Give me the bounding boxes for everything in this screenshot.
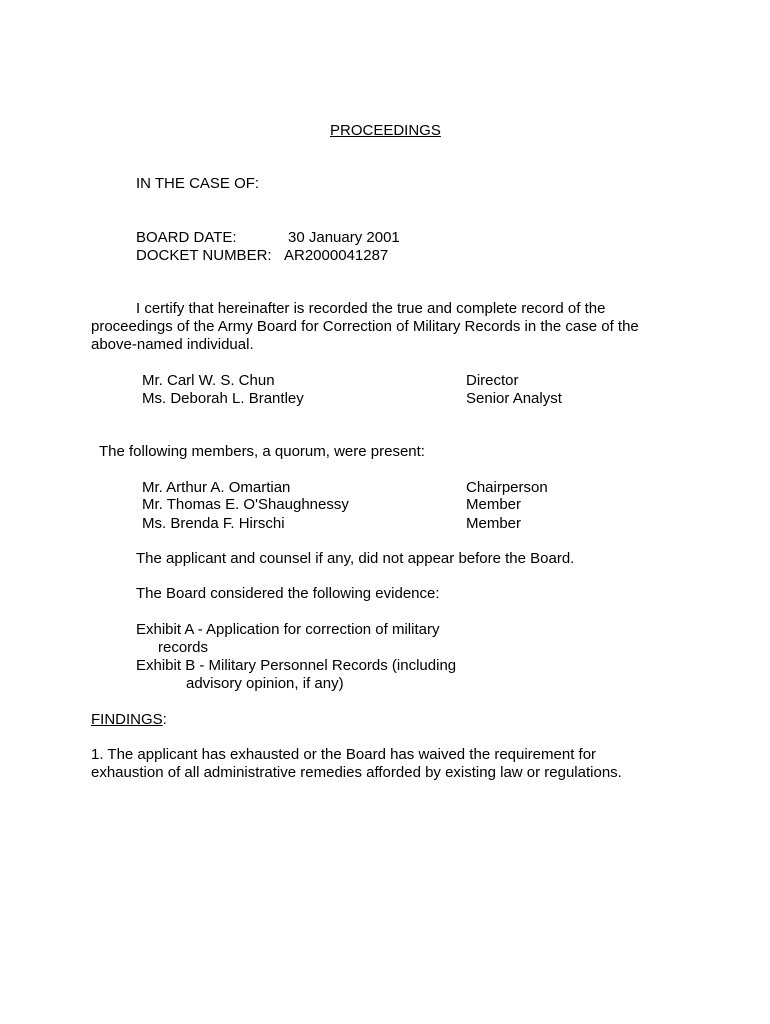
member-name: Mr. Thomas E. O'Shaughnessy bbox=[142, 496, 349, 513]
exhibit-a-continued: records bbox=[158, 639, 209, 656]
exhibit-a: Exhibit A - Application for correction of military bbox=[136, 621, 440, 638]
evidence-intro: The Board considered the following evidence: bbox=[136, 585, 440, 602]
board-date-label: BOARD DATE: bbox=[136, 229, 237, 246]
docket-number-label: DOCKET NUMBER: bbox=[136, 247, 272, 264]
exhibit-b: Exhibit B - Military Personnel Records (including bbox=[136, 657, 457, 674]
board-date-value: 30 January 2001 bbox=[288, 229, 400, 246]
docket-number-value: AR2000041287 bbox=[284, 247, 389, 264]
certification-paragraph: I certify that hereinafter is recorded the true and complete record of the proceedings of the Army Board for Correction of Military Records in the case of the above-named individual. bbox=[91, 300, 639, 353]
member-role: Member bbox=[466, 496, 522, 513]
appearance-statement: The applicant and counsel if any, did not appear before the Board. bbox=[136, 550, 575, 567]
findings-colon: : bbox=[162, 711, 167, 728]
staff-name: Ms. Deborah L. Brantley bbox=[142, 390, 304, 407]
quorum-statement: The following members, a quorum, were present: bbox=[99, 443, 425, 460]
staff-name: Mr. Carl W. S. Chun bbox=[142, 372, 275, 389]
staff-role: Senior Analyst bbox=[466, 390, 562, 407]
staff-role: Director bbox=[466, 372, 519, 389]
findings-label: FINDINGS bbox=[91, 711, 163, 728]
member-role: Member bbox=[466, 515, 522, 532]
member-name: Mr. Arthur A. Omartian bbox=[142, 479, 291, 496]
finding-1: 1. The applicant has exhausted or the Board has waived the requirement for exhaustion of all administrative remedies afforded by existing law or regulations. bbox=[91, 746, 622, 781]
page-title: PROCEEDINGS bbox=[330, 122, 441, 139]
member-role: Chairperson bbox=[466, 479, 548, 496]
case-label: IN THE CASE OF: bbox=[136, 175, 260, 192]
exhibit-b-continued: advisory opinion, if any) bbox=[186, 675, 344, 692]
member-name: Ms. Brenda F. Hirschi bbox=[142, 515, 285, 532]
findings-heading bbox=[91, 711, 167, 729]
